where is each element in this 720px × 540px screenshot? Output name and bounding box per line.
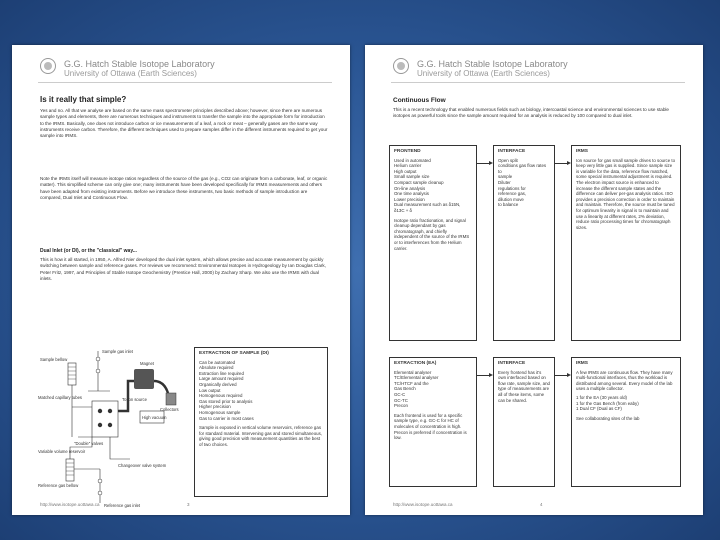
extraction-box-di [194, 347, 328, 497]
frontend-box [389, 145, 477, 341]
dual-inlet-diagram [38, 347, 188, 512]
list-item: Gas Bench [394, 386, 416, 392]
lab-logo-icon [393, 58, 409, 74]
document-page-left [12, 45, 350, 515]
list-item: Large amount required [199, 376, 244, 382]
list-item: Homogenous sample [199, 409, 241, 415]
diagram-label: Variable volume reservoir [38, 449, 86, 454]
list-item: Homogenous required [199, 393, 243, 399]
list-item: Gas stored prior to analysis [199, 398, 253, 404]
extraction-box-ea [389, 357, 477, 487]
list-item: Small sample size [394, 174, 430, 180]
diagram-label: Collectors [160, 407, 179, 412]
list-item: Diluter [498, 179, 511, 185]
list-item: Gas to carrier in most cases [199, 415, 254, 421]
box-title: EXTRACTION OF SAMPLE (DI) [199, 351, 269, 356]
diagram-label: "Double" valves [74, 441, 104, 446]
header-divider [38, 82, 332, 83]
box-title: INTERFACE [498, 361, 526, 366]
university-name: University of Ottawa (Earth Sciences) [417, 69, 550, 78]
diagram-label: Reference gas inlet [104, 503, 141, 508]
list-item: Lower precision [394, 196, 425, 202]
list-item: Helium carrier [394, 163, 422, 169]
list-item: Absolute required [199, 365, 234, 371]
box-title: IRMS [576, 149, 588, 154]
list-item: Compact sample cleanup [394, 179, 444, 185]
list-item: sample [498, 174, 513, 180]
list-item: Higher precision [199, 404, 231, 410]
list-item: Precon [394, 403, 408, 409]
diagram-label: Sample bellow [40, 357, 68, 362]
diagram-label: To ion source [122, 397, 147, 402]
list-item: TC/Elemental analyser [394, 375, 439, 381]
page-title: Is it really that simple? [40, 95, 127, 104]
list-item: 1 Dual CF (Dual as CF) [576, 406, 622, 412]
box-text: Ion source for gas small sample drives to source to keep very little gas is supplied. Since sample size is variable for the data, reference flow matched, some special instrumental adjustment is required. The electron impact source is enhanced to increase the different sample states and the difference can deliver per-gas analysis ratios. ISO provides a precision correction in order to maintain and maintain. Therefore, the source must be tuned for optimum linearity in signal is to maintain and use a linearity at different rates, 2% deviation, reduce ratio processing times for chromatograph sizes. [576, 157, 676, 230]
intro-paragraph: Yes and no. All that we analyse are based on the same mass spectrometer principles described above; however, since there are numerous sample types and elements, there are numerous techniques and instruments to transfer the sample into the appropriate form for introduction to the IRMS. Basically, one does not introduce carbon or ice measurements of a leaf, a rock or meat – generally gases are the same way instruments receive carbon. Therefore, the different techniques used to prepare samples differ in the different instruments required to get your sample into IRMS. [40, 108, 328, 139]
box-text: Every frontend has it's own interfaced based on flow rate, sample size, and type of measurements are all of these items, some can be shared. [498, 369, 550, 403]
list-item: to balance [498, 202, 519, 208]
intro-note-paragraph: Note the IRMS itself will measure isotope ratios regardless of the source of the gas (e.g., CO2 can originate from a carbonate, leaf, or organic matter). This simplified scheme can only give one; many instruments have been developed specifically for IRMS measurements and others have been adapted from existing instruments. Before we introduce these instruments, two basic methods of sample introduction are compared, Dual Inlet and Continuous Flow. [40, 176, 328, 200]
box-note: Sample is exposed in vertical volume reservoirs, reference gas for standard material. Intervening gas and stored simultaneous, giving good precision with measurement quantities as the best of two choices. [199, 425, 323, 447]
list-item: Elemental analyser [394, 369, 432, 375]
diagram-label: High vacuum [142, 415, 167, 420]
university-name: University of Ottawa (Earth Sciences) [64, 69, 197, 78]
box-note: Isotope ratio fractionation, and signal cleanup dependant by gas chromatograph, and chiefly independent of the source of the IRMS or to interferences from the Helium carrier. [394, 217, 470, 251]
lab-name: G.G. Hatch Stable Isotope Laboratory [64, 59, 215, 69]
magnet-shape [134, 369, 154, 389]
list-item: Low output [199, 387, 221, 393]
list-item: regulations for [498, 185, 526, 191]
box-text: A few IRMS are continuous flow. They have many multi-functional interfaces, thus the workload is distributed among several. Every model of the lab uses a multiple collector. [576, 369, 673, 392]
list-item: Can be automated [199, 359, 236, 365]
box-note: See collaborating sites of the lab [576, 415, 640, 421]
list-item: Extraction line required [199, 370, 244, 376]
list-item: reference gas, [498, 191, 527, 197]
footer-url[interactable]: http://www.isotope.uottawa.ca [40, 502, 100, 507]
lab-logo-icon [40, 58, 56, 74]
page-number: 3 [187, 502, 190, 507]
box-title: EXTRACTION (EA) [394, 361, 437, 366]
list-item: On-line analysis [394, 185, 426, 191]
sample-bellow-shape [68, 363, 76, 385]
box-title: FRONTEND [394, 149, 421, 154]
lab-name: G.G. Hatch Stable Isotope Laboratory [417, 59, 568, 69]
diagram-label: Magnet [140, 361, 154, 366]
box-title: INTERFACE [498, 149, 526, 154]
box-title: IRMS [576, 361, 588, 366]
diagram-label: Matched capillary tubes [38, 395, 82, 400]
list-item: Organically derived [199, 381, 237, 387]
list-item: Open split [498, 157, 518, 163]
intro-paragraph: This is a recent technology that enabled numerous fields such as biology, intercoastal science and environmental sciences to use stable isotopes as powerful tools since the sample amount required for an analysis is reduced by 100 compared to dual inlet. [393, 107, 669, 119]
dual-inlet-paragraph: This is how it all started, in 1950, A. Alfred Nier developed the dual inlet system, which allows precise and accurate measurement by quickly switching between sample and reference gases. For reviews we recommend: Environmental Isotopes in Hydrogeology by Ian Douglas Clark, Peter Fritz, 1997, and Principles of Stable Isotope Geochemistry (Prentice Hall, 2000) by Zachary Sharp. We also use the IRMS with dual inlets. [40, 257, 326, 281]
page-number: 4 [540, 502, 543, 507]
list-item: 1 for the EA (30 years old) [576, 394, 628, 400]
interface-box-2 [493, 357, 555, 487]
diagram-label: Sample gas inlet [102, 349, 133, 354]
list-item: 1 for the Gas Bench (from eaby) [576, 400, 639, 406]
list-item: GC-TC [394, 397, 408, 403]
document-page-right [365, 45, 703, 515]
list-item: High output [394, 168, 417, 174]
list-item: Dual measurement such as δ15N, δ13C + δ [394, 202, 461, 213]
header-divider [391, 82, 685, 83]
list-item: dilution move [498, 196, 524, 202]
list-item: conditions gas flow rates to [498, 163, 547, 174]
box-note: Each frontend is used for a specific sample type, e.g. GC-C for HC of molecules of concentration is high. Precon is preferred if concentration is low. [394, 412, 467, 441]
list-item: GC-C [394, 391, 406, 397]
footer-url[interactable]: http://www.isotope.uottawa.ca [393, 502, 453, 507]
diagram-label: Changeover valve system [118, 463, 167, 468]
irms-box-top [571, 145, 681, 341]
list-item: One time analysis [394, 191, 429, 197]
interface-box [493, 145, 555, 341]
list-item: Used in automated [394, 157, 431, 163]
diagram-label: Reference gas bellow [38, 483, 79, 488]
irms-box-bottom [571, 357, 681, 487]
page-title: Continuous Flow [393, 97, 446, 104]
dual-inlet-heading: Dual Inlet (or DI), or the "classical" way... [40, 248, 137, 254]
list-item: TC/HTCF and the [394, 380, 429, 386]
